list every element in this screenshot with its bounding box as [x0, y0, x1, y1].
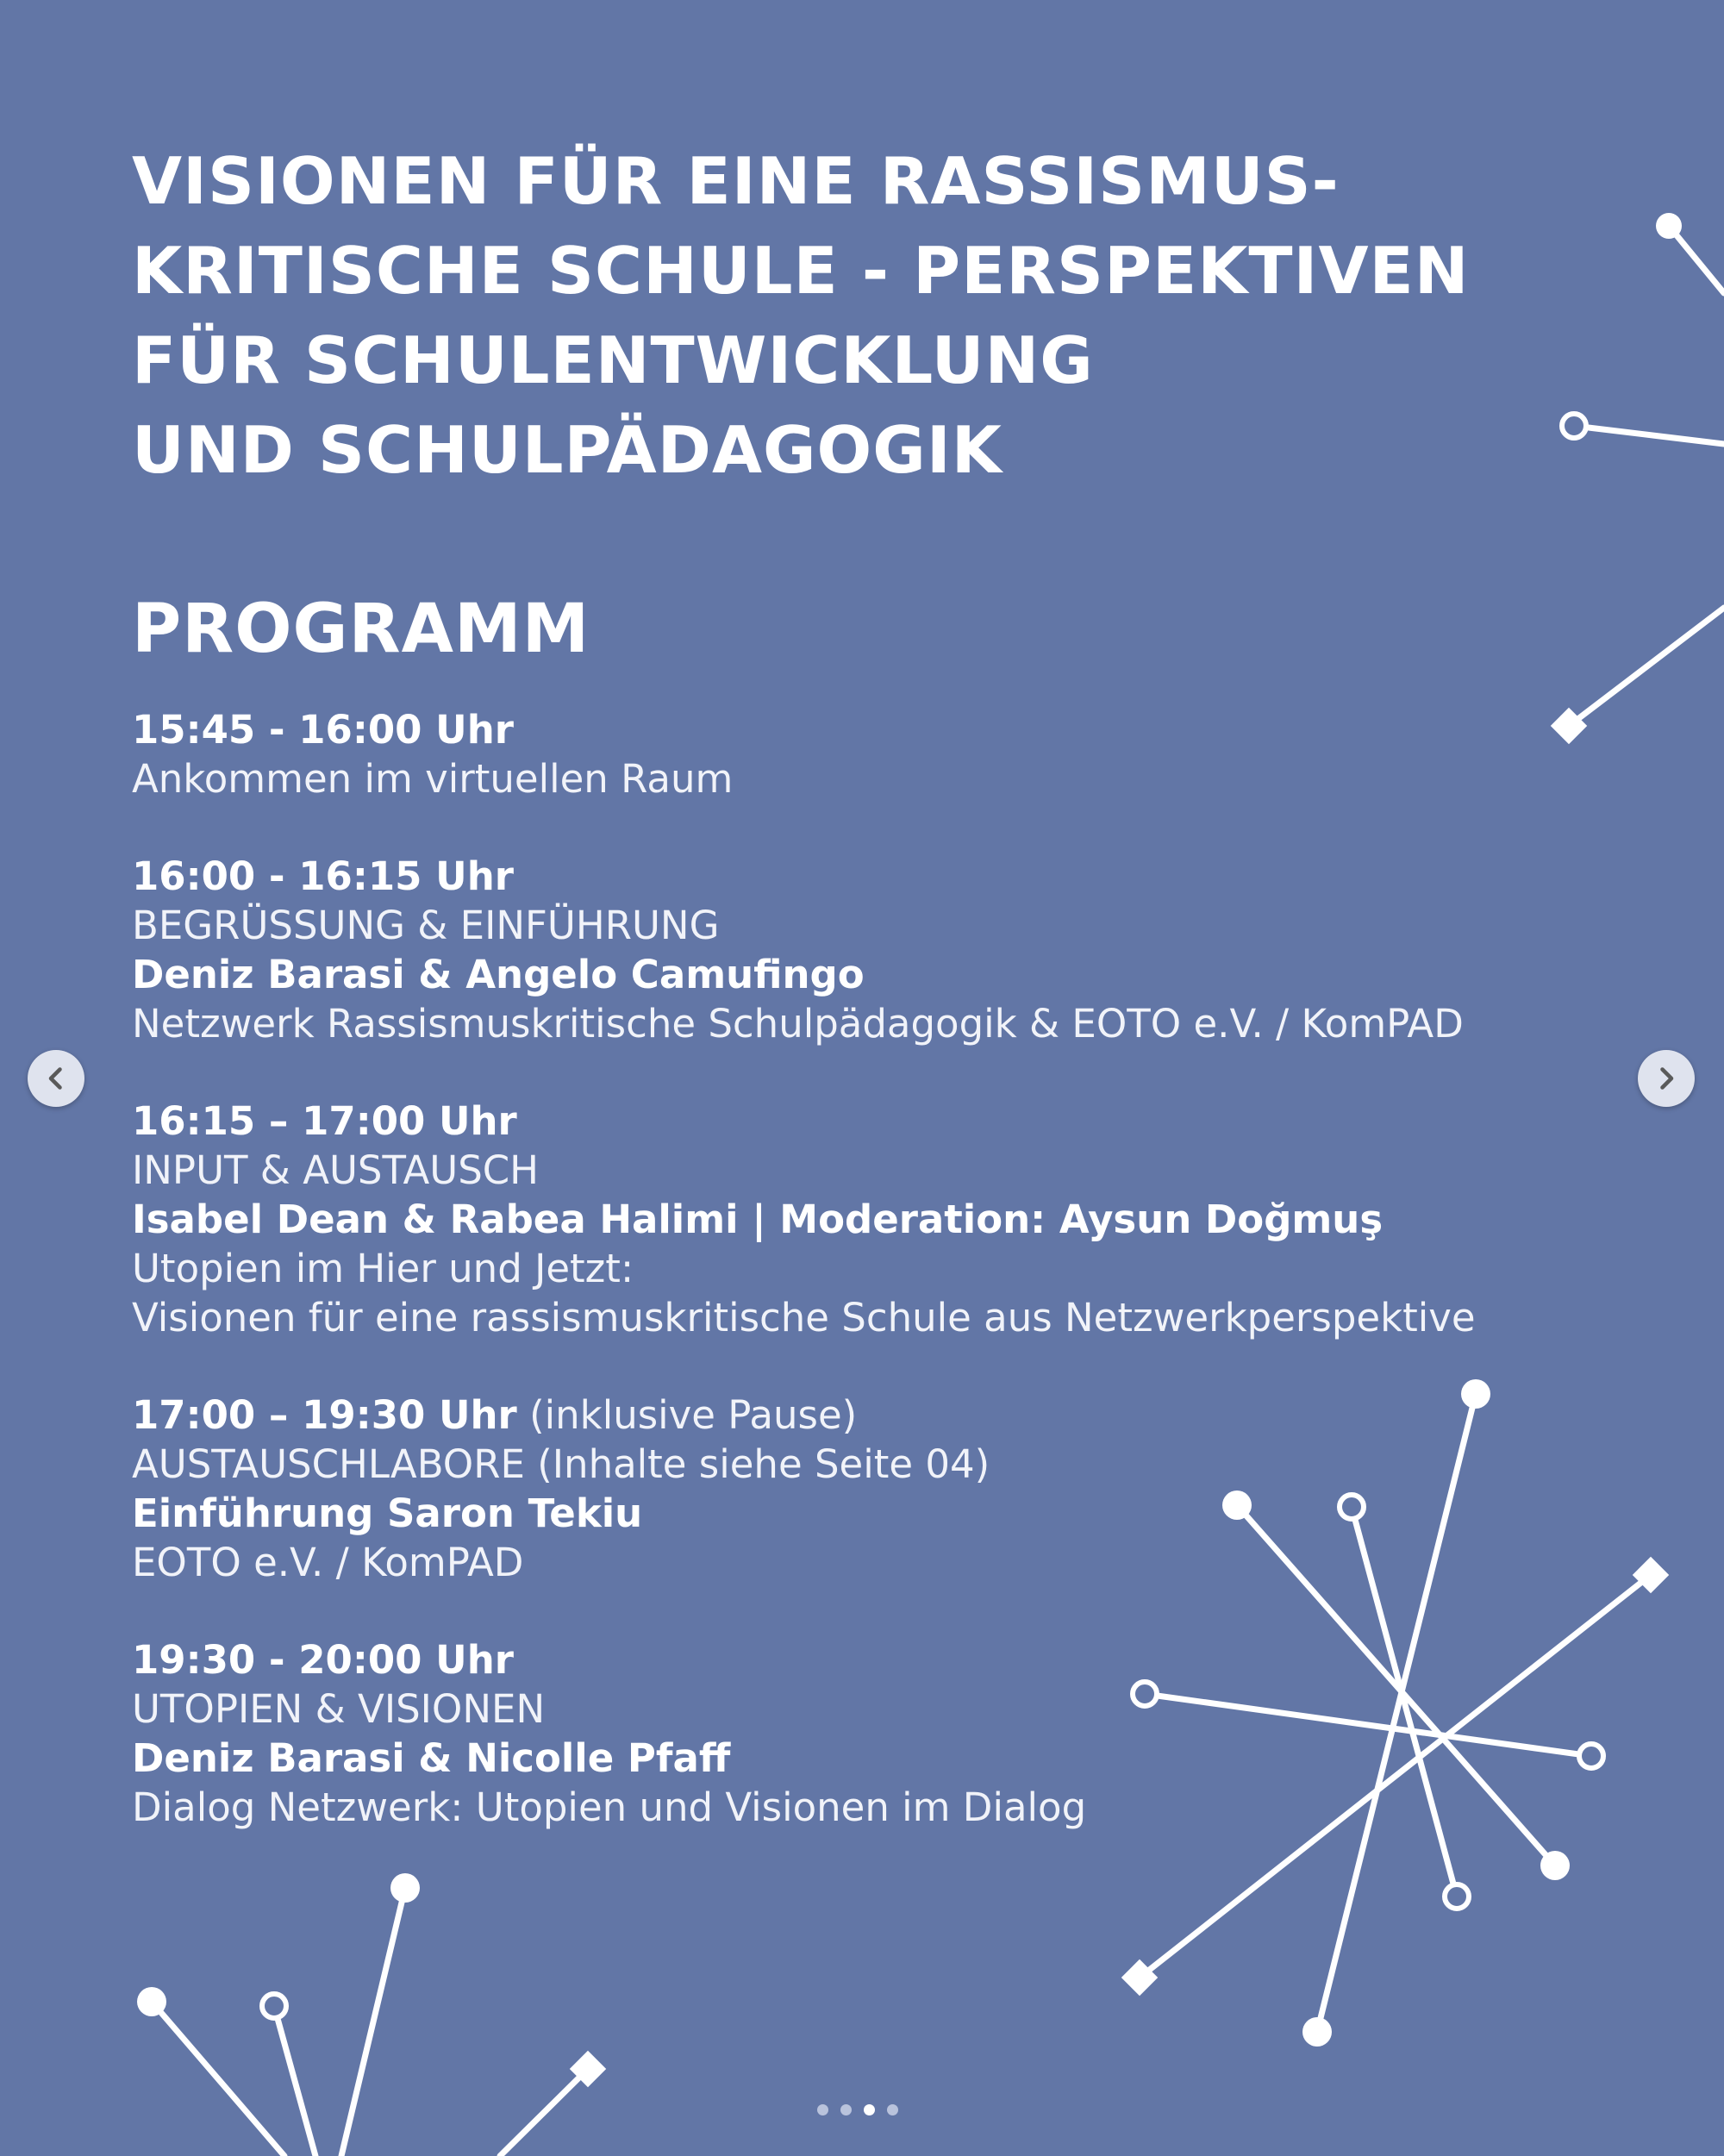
carousel-dot[interactable]	[840, 2104, 852, 2115]
program-time-row	[132, 1390, 1615, 1440]
program-line: UTOPIEN & VISIONEN	[132, 1686, 546, 1732]
program-speakers: Einführung Saron Tekiu	[132, 1490, 643, 1536]
program-time: 16:15 – 17:00 Uhr	[132, 1098, 517, 1144]
program-list	[132, 705, 1615, 1880]
program-line: Netzwerk Rassismuskritische Schulpädagogik & EOTO e.V. / KomPAD	[132, 1001, 1464, 1047]
chevron-left-icon	[41, 1063, 72, 1094]
program-speakers: Deniz Barasi & Nicolle Pfaff	[132, 1735, 731, 1781]
program-item	[132, 852, 1615, 1048]
carousel-prev-button[interactable]	[28, 1050, 84, 1107]
program-time: 15:45 - 16:00 Uhr	[132, 707, 514, 753]
program-item	[132, 1390, 1615, 1587]
program-time-note: (inklusive Pause)	[529, 1392, 858, 1438]
program-time: 16:00 - 16:15 Uhr	[132, 853, 514, 899]
program-line: Dialog Netzwerk: Utopien und Visionen im Dialog	[132, 1784, 1087, 1830]
carousel-dot[interactable]	[864, 2104, 875, 2115]
program-line: EOTO e.V. / KomPAD	[132, 1540, 524, 1585]
carousel-indicator	[817, 2104, 898, 2115]
carousel-dot[interactable]	[817, 2104, 828, 2115]
program-line: Utopien im Hier und Jetzt:	[132, 1246, 634, 1291]
chevron-right-icon	[1651, 1063, 1682, 1094]
carousel-dot[interactable]	[887, 2104, 898, 2115]
program-item	[132, 1097, 1615, 1342]
program-line: Visionen für eine rassismuskritische Schule aus Netzwerkperspektive	[132, 1295, 1476, 1340]
program-speakers: Deniz Barasi & Angelo Camufingo	[132, 952, 865, 997]
title-line: UND SCHULPÄDAGOGIK	[132, 412, 1003, 488]
title-line: VISIONEN FÜR EINE RASSISMUS-	[132, 143, 1340, 219]
program-line: BEGRÜSSUNG & EINFÜHRUNG	[132, 903, 720, 948]
program-line: Ankommen im virtuellen Raum	[132, 756, 734, 802]
program-time: 19:30 - 20:00 Uhr	[132, 1637, 514, 1683]
page-title	[132, 136, 1649, 495]
program-speakers: Isabel Dean & Rabea Halimi | Moderation: Aysun Doğmuş	[132, 1197, 1384, 1242]
section-heading: PROGRAMM	[132, 591, 590, 668]
title-line: KRITISCHE SCHULE - PERSPEKTIVEN	[132, 233, 1470, 309]
program-item	[132, 1635, 1615, 1832]
program-line: INPUT & AUSTAUSCH	[132, 1147, 540, 1193]
program-item	[132, 705, 1615, 803]
program-line: AUSTAUSCHLABORE (Inhalte siehe Seite 04)	[132, 1441, 990, 1487]
title-line: FÜR SCHULENTWICKLUNG	[132, 322, 1094, 398]
program-time: 17:00 – 19:30 Uhr	[132, 1392, 517, 1438]
carousel-next-button[interactable]	[1638, 1050, 1695, 1107]
